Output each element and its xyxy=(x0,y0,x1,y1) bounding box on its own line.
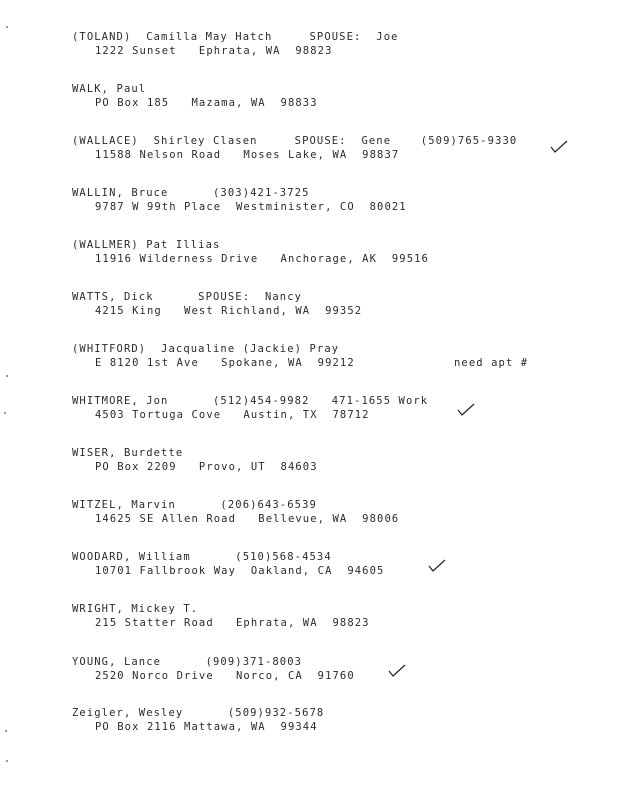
entry-name-line: (WALLACE) Shirley Clasen SPOUSE: Gene (509)765-9330 xyxy=(72,135,518,147)
entry-address-line: 4503 Tortuga Cove Austin, TX 78712 xyxy=(95,409,370,421)
entry-address-line: 1222 Sunset Ephrata, WA 98823 xyxy=(95,45,333,57)
entry-address-line: 11916 Wilderness Drive Anchorage, AK 99516 xyxy=(95,253,429,265)
entry-address-line: 10701 Fallbrook Way Oakland, CA 94605 xyxy=(95,565,385,577)
entry-name-line: WRIGHT, Mickey T. xyxy=(72,603,199,615)
checkmark-icon xyxy=(457,403,475,417)
entry-wallin xyxy=(72,186,602,214)
entry-wiser xyxy=(72,446,602,474)
scan-speck xyxy=(6,26,8,28)
scan-speck xyxy=(6,375,8,377)
entry-name-line: (WALLMER) Pat Illias xyxy=(72,239,221,251)
entry-address-line: 9787 W 99th Place Westminister, CO 80021 xyxy=(95,201,407,213)
entry-address-line: PO Box 185 Mazama, WA 98833 xyxy=(95,97,318,109)
entry-name-line: (TOLAND) Camilla May Hatch SPOUSE: Joe xyxy=(72,31,399,43)
entry-address-line: 2520 Norco Drive Norco, CA 91760 xyxy=(95,670,355,682)
scan-speck xyxy=(4,412,6,414)
checkmark-icon xyxy=(550,140,568,154)
entry-wallmer xyxy=(72,238,602,266)
entry-watts xyxy=(72,290,602,318)
apartment-note: need apt # xyxy=(454,357,529,369)
entry-address-line: PO Box 2209 Provo, UT 84603 xyxy=(95,461,318,473)
entry-name-line: WATTS, Dick SPOUSE: Nancy xyxy=(72,291,303,303)
entry-whitmore xyxy=(72,394,602,422)
entry-name-line: WISER, Burdette xyxy=(72,447,184,459)
entry-woodard xyxy=(72,550,602,578)
entry-address-line: 11588 Nelson Road Moses Lake, WA 98837 xyxy=(95,149,400,161)
entry-toland xyxy=(72,30,602,58)
entry-wright xyxy=(72,602,602,630)
entry-name-line: WOODARD, William (510)568-4534 xyxy=(72,551,332,563)
entry-wallace xyxy=(72,134,602,162)
entry-name-line: (WHITFORD) Jacqualine (Jackie) Pray xyxy=(72,343,340,355)
entry-walk xyxy=(72,82,602,110)
entry-name-line: YOUNG, Lance (909)371-8003 xyxy=(72,656,303,668)
entry-address-line: PO Box 2116 Mattawa, WA 99344 xyxy=(95,721,318,733)
checkmark-icon xyxy=(388,664,406,678)
entry-name-line: Zeigler, Wesley (509)932-5678 xyxy=(72,707,325,719)
entry-witzel xyxy=(72,498,602,526)
entry-name-line: WALLIN, Bruce (303)421-3725 xyxy=(72,187,310,199)
entry-name-line: WITZEL, Marvin (206)643-6539 xyxy=(72,499,317,511)
entry-address-line: 215 Statter Road Ephrata, WA 98823 xyxy=(95,617,370,629)
entry-address-line: 14625 SE Allen Road Bellevue, WA 98006 xyxy=(95,513,400,525)
scan-speck xyxy=(6,760,8,762)
entry-name-line: WALK, Paul xyxy=(72,83,147,95)
entry-young xyxy=(72,655,602,683)
entry-zeigler xyxy=(72,706,602,734)
entry-address-line: 4215 King West Richland, WA 99352 xyxy=(95,305,363,317)
scan-speck xyxy=(5,730,7,732)
checkmark-icon xyxy=(428,559,446,573)
entry-name-line: WHITMORE, Jon (512)454-9982 471-1655 Work xyxy=(72,395,429,407)
entry-address-line: E 8120 1st Ave Spokane, WA 99212 xyxy=(95,357,355,369)
